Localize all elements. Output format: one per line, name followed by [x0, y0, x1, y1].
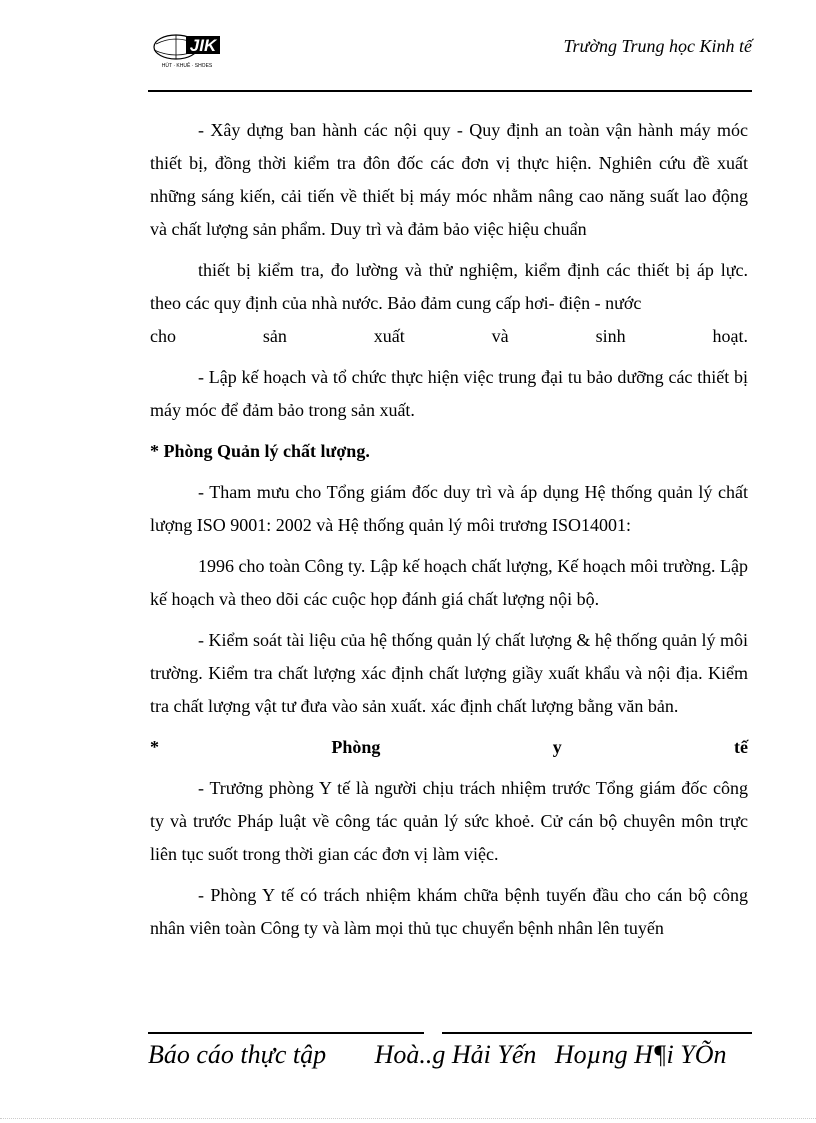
logo-text: JIK	[189, 36, 217, 55]
paragraph: - Phòng Y tế có trách nhiệm khám chữa bệnh tuyến đầu cho cán bộ công nhân viên toàn Công ty và làm mọi thủ tục chuyển bệnh nhân lên tuyến	[150, 885, 748, 938]
paragraph: - Lập kế hoạch và tổ chức thực hiện việc trung đại tu bảo dưỡng các thiết bị máy móc để đảm bảo trong sản xuất.	[150, 367, 748, 420]
footer-author: Hoà..g Hải Yến	[374, 1040, 537, 1069]
word: tế	[734, 737, 748, 757]
word: sinh	[595, 326, 626, 346]
word: xuất	[373, 326, 405, 346]
word: sản	[262, 326, 287, 346]
word: Phòng	[331, 737, 381, 757]
word: hoạt.	[712, 326, 748, 346]
footer-rule-right	[442, 1032, 752, 1034]
footer-rule-left	[148, 1032, 424, 1034]
paragraph: - Trưởng phòng Y tế là người chịu trách nhiệm trước Tổng giám đốc công ty và trước Pháp luật về công tác quản lý sức khoẻ. Cử cán bộ chuyên môn trực liên tục suốt trong thời gian các đơn vị làm việc.	[150, 778, 748, 864]
paragraph: - Xây dựng ban hành các nội quy - Quy định an toàn vận hành máy móc thiết bị, đồng thời kiểm tra đôn đốc các đơn vị thực hiện. Nghiên cứu đề xuất những sáng kiến, cải tiến về thiết bị máy móc nhằm nâng cao năng suất lao động và chất lượng sản phẩm. Duy trì và đảm bảo việc hiệu chuẩn	[150, 120, 748, 239]
logo-caption: HÙT · KHUÊ · SHOES	[161, 63, 213, 69]
word: *	[150, 737, 159, 757]
spread-line	[150, 320, 748, 353]
document-body	[150, 114, 748, 945]
school-name: Trường Trung học Kinh tế	[563, 36, 752, 56]
paragraph: thiết bị kiểm tra, đo lường và thử nghiệm, kiểm định các thiết bị áp lực. theo các quy định của nhà nước. Bảo đảm cung cấp hơi- điện - nước	[150, 260, 748, 313]
word: và	[491, 326, 509, 346]
footer-left: Báo cáo thực tập	[148, 1040, 327, 1069]
footer	[148, 1040, 726, 1070]
section-heading: * Phòng Quản lý chất lượng.	[150, 441, 370, 461]
company-logo	[152, 30, 222, 70]
paragraph: - Tham mưu cho Tổng giám đốc duy trì và áp dụng Hệ thống quản lý chất lượng ISO 9001: 2002 và Hệ thống quản lý môi trương ISO14001:	[150, 482, 748, 535]
section-heading	[150, 731, 748, 764]
word: cho	[150, 326, 176, 346]
header-rule	[148, 90, 752, 92]
footer-author-garbled: Hoµng H¶i YÕn	[554, 1040, 727, 1069]
page-edge	[0, 1118, 816, 1119]
paragraph: 1996 cho toàn Công ty. Lập kế hoạch chất lượng, Kế hoạch môi trường. Lập kế hoạch và theo dõi các cuộc họp đánh giá chất lượng nội bộ.	[150, 556, 748, 609]
paragraph: - Kiểm soát tài liệu của hệ thống quản lý chất lượng & hệ thống quản lý môi trường. Kiểm tra chất lượng xác định chất lượng giầy xuất khẩu và nội địa. Kiểm tra chất lượng vật tư đưa vào sản xuất. xác định chất lượng bằng văn bản.	[150, 630, 748, 716]
word: y	[552, 737, 562, 757]
